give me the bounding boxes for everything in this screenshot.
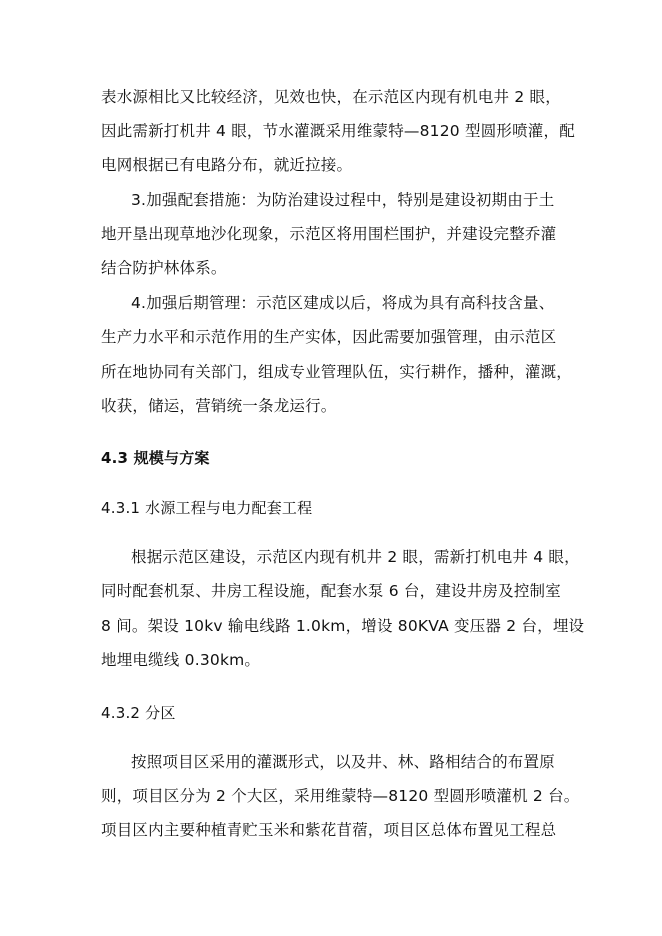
paragraph-management-line-4: 收获，储运，营销统一条龙运行。	[101, 397, 337, 415]
section-heading-4-3-1: 4.3.1 水源工程与电力配套工程	[101, 499, 313, 517]
paragraph-management-line-1: 4.加强后期管理：示范区建成以后，将成为具有高科技含量、	[131, 294, 555, 312]
paragraph-zones-line-1: 按照项目区采用的灌溉形式，以及井、林、路相结合的布置原	[131, 753, 555, 771]
paragraph-water-line-1: 根据示范区建设，示范区内现有机井 2 眼，需新打机电井 4 眼，	[131, 548, 580, 566]
paragraph-management-line-3: 所在地协同有关部门，组成专业管理队伍，实行耕作，播种，灌溉，	[101, 363, 573, 381]
paragraph-water-line-3: 8 间。架设 10kv 输电线路 1.0km，增设 80KVA 变压器 2 台，埋设	[101, 617, 585, 635]
paragraph-intro-line-1: 表水源相比又比较经济，见效也快，在示范区内现有机电井 2 眼，	[101, 88, 561, 106]
paragraph-water-line-2: 同时配套机泵、井房工程设施，配套水泵 6 台，建设井房及控制室	[101, 582, 561, 600]
paragraph-support-line-1: 3.加强配套措施：为防治建设过程中，特别是建设初期由于土	[131, 191, 555, 209]
section-heading-4-3-2: 4.3.2 分区	[101, 704, 176, 722]
paragraph-intro-line-3: 电网根据已有电路分布，就近拉接。	[101, 156, 353, 174]
paragraph-zones-line-2: 则，项目区分为 2 个大区，采用维蒙特—8120 型圆形喷灌机 2 台。	[101, 787, 580, 805]
paragraph-intro-line-2: 因此需新打机井 4 眼，节水灌溉采用维蒙特—8120 型圆形喷灌，配	[101, 122, 575, 140]
paragraph-support-line-2: 地开垦出现草地沙化现象，示范区将用围栏围护，并建设完整乔灌	[101, 225, 557, 243]
section-heading-4-3: 4.3 规模与方案	[101, 449, 210, 467]
paragraph-management-line-2: 生产力水平和示范作用的生产实体，因此需要加强管理，由示范区	[101, 328, 557, 346]
paragraph-support-line-3: 结合防护林体系。	[101, 259, 227, 277]
paragraph-water-line-4: 地埋电缆线 0.30km。	[101, 651, 261, 669]
paragraph-zones-line-3: 项目区内主要种植青贮玉米和紫花苜蓿，项目区总体布置见工程总	[101, 821, 557, 839]
